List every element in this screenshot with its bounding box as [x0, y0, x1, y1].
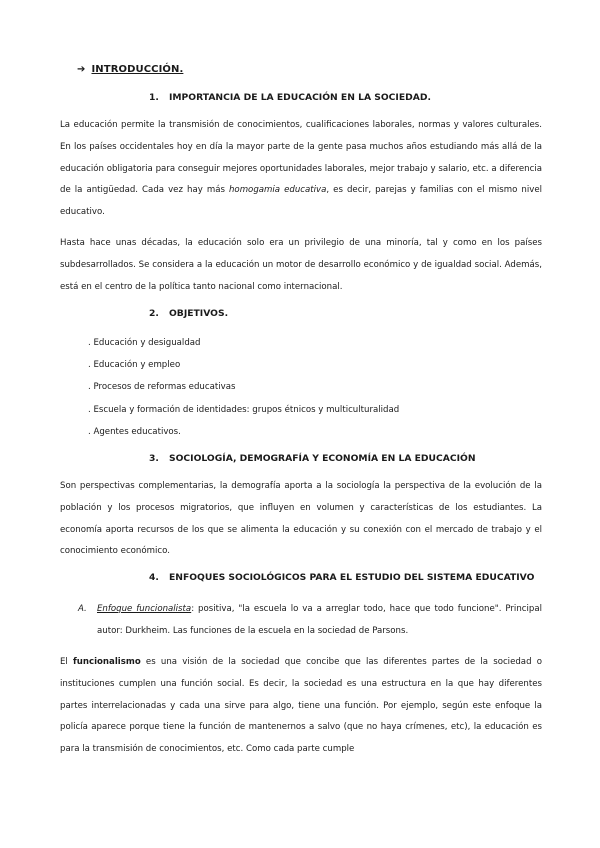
list-item: . Educación y empleo — [88, 360, 181, 371]
intro-title: INTRODUCCIÓN. — [91, 64, 184, 75]
list-item: . Procesos de reformas educativas — [88, 382, 236, 393]
paragraph-funcionalismo: El funcionalismo es una visión de la sociedad que concibe que las diferentes partes de la sociedad o instituciones cumplen una función social. Es decir, la sociedad es una estructura en la que hay diferentes partes interrelacionadas y cada una sirve para algo, tiene una función. Por ejemplo, según este enfoque la policía aparece porque tiene la función de mantenernos a salvo (que no haya crímenes, etc), la educación es para la transmisión de conocimientos, etc. Como cada parte cumple — [60, 657, 542, 755]
list-item: . Educación y desigualdad — [88, 338, 201, 348]
arrow-right-icon: ➔ — [77, 64, 86, 75]
objetivos-list — [88, 336, 399, 447]
enfoque-name: Enfoque funcionalista — [97, 604, 192, 614]
list-item: . Escuela y formación de identidades: grupos étnicos y multiculturalidad — [88, 404, 400, 415]
paragraph-historia: Hasta hace unas décadas, la educación solo era un privilegio de una minoría, tal y como en los países subdesarrollados. Se considera a la educación un motor de desarrollo económico y de igualdad social. Además, está en el centro de la política tanto nacional como internacional. — [60, 238, 542, 292]
section-heading-3: 3. SOCIOLOGÍA, DEMOGRAFÍA Y ECONOMÍA EN LA EDUCACIÓN — [149, 453, 476, 464]
section-heading-2: 2. OBJETIVOS. — [149, 308, 229, 319]
section-heading-4: 4. ENFOQUES SOCIOLÓGICOS PARA EL ESTUDIO DEL SISTEMA EDUCATIVO — [149, 572, 535, 583]
intro-heading — [77, 64, 183, 75]
section-heading-1: 1. IMPORTANCIA DE LA EDUCACIÓN EN LA SOCIEDAD. — [149, 92, 431, 103]
list-item: . Agentes educativos. — [88, 426, 181, 437]
paragraph-perspectivas: Son perspectivas complementarias, la demografía aporta a la sociología la perspectiva de la evolución de la población y los procesos migratorios, que influyen en volumen y características de los estudiantes. La economía aporta recursos de los que se alimenta la educación y su conexión con el mercado de trabajo y el conocimiento económico. — [60, 481, 542, 557]
paragraph-importancia: La educación permite la transmisión de conocimientos, cualificaciones laborales, normas y valores culturales. En los países occidentales hoy en día la mayor parte de la gente pasa muchos años estudiando más allá de la educación obligatoria para conseguir mejores oportunidades laborales, mejor trabajo y salario, etc. a diferencia de la antigüedad. Cada vez hay más homogamia educativa, es decir, parejas y familias con el mismo nivel educativo. — [60, 120, 542, 218]
enfoque-funcionalista-item: A. Enfoque funcionalista: positiva, "la escuela lo va a arreglar todo, hace que todo funcione". Principal autor: Durkheim. Las funciones de la escuela en la sociedad de Parsons. — [78, 604, 542, 636]
